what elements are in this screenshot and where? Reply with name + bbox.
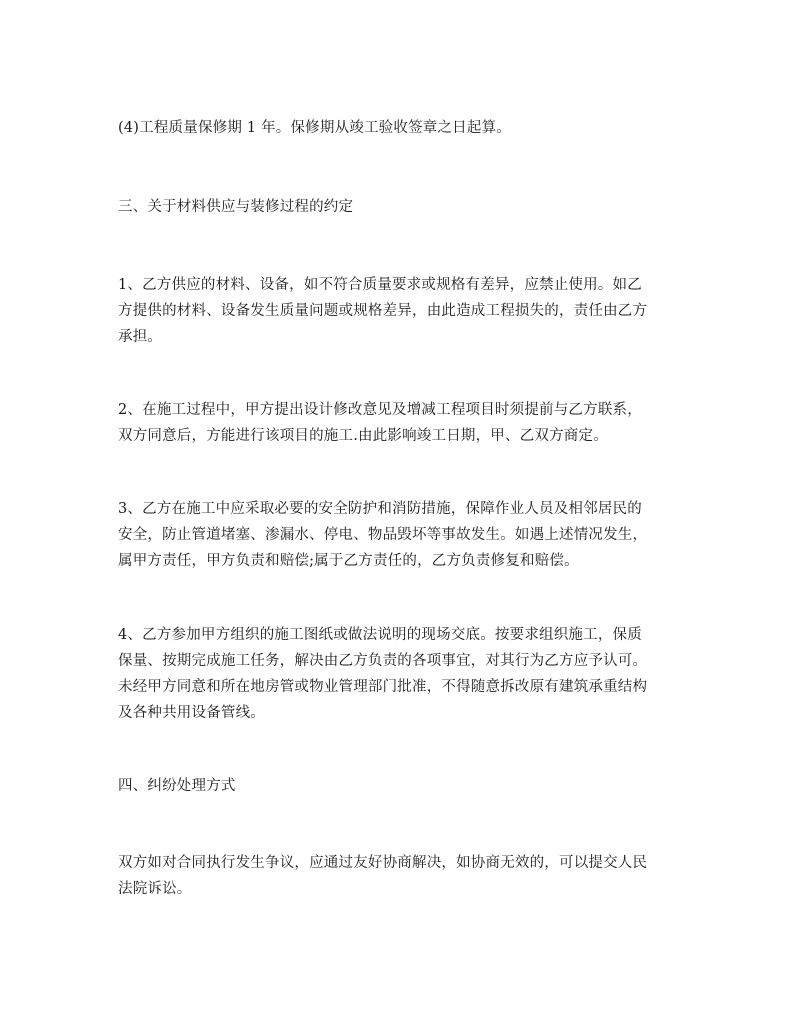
clause-1-paragraph	[118, 272, 690, 350]
text-line: 属甲方责任，甲方负责和赔偿;属于乙方责任的，乙方负责修复和赔偿。	[118, 553, 579, 569]
text-line: 双方同意后，方能进行该项目的施工.由此影响竣工日期，甲、乙双方商定。	[118, 428, 608, 444]
text-line: 三、关于材料供应与装修过程的约定	[118, 199, 354, 215]
text-line: 保量、按期完成施工任务，解决由乙方负责的各项事宜，对其行为乙方应予认可。	[118, 653, 648, 669]
dispute-paragraph	[118, 850, 690, 902]
section-heading-materials	[118, 194, 690, 220]
text-line: 方提供的材料、设备发生质量问题或规格差异，由此造成工程损失的，责任由乙方	[118, 303, 648, 319]
clause-4-paragraph	[118, 622, 690, 726]
text-line: 四、纠纷处理方式	[118, 778, 236, 794]
warranty-paragraph	[118, 115, 690, 141]
text-line: 承担。	[118, 329, 163, 345]
text-line: 安全，防止管道堵塞、渗漏水、停电、物品毁坏等事故发生。如遇上述情况发生，	[118, 527, 648, 543]
text-line: 3、乙方在施工中应采取必要的安全防护和消防措施，保障作业人员及相邻居民的	[118, 501, 642, 517]
text-line: 未经甲方同意和所在地房管或物业管理部门批准，不得随意拆改原有建筑承重结构	[118, 679, 648, 695]
clause-3-paragraph	[118, 496, 690, 574]
text-line: (4)工程质量保修期 1 年。保修期从竣工验收签章之日起算。	[118, 120, 511, 136]
text-line: 1、乙方供应的材料、设备，如不符合质量要求或规格有差异，应禁止使用。如乙	[118, 277, 642, 293]
section-heading-disputes	[118, 773, 690, 799]
text-line: 法院诉讼。	[118, 881, 192, 897]
text-line: 2、在施工过程中，甲方提出设计修改意见及增减工程项目时须提前与乙方联系，	[118, 402, 642, 418]
text-line: 4、乙方参加甲方组织的施工图纸或做法说明的现场交底。按要求组织施工，保质	[118, 627, 642, 643]
clause-2-paragraph	[118, 397, 690, 449]
text-line: 双方如对合同执行发生争议，应通过友好协商解决，如协商无效的，可以提交人民	[118, 855, 648, 871]
text-line: 及各种共用设备管线。	[118, 705, 265, 721]
